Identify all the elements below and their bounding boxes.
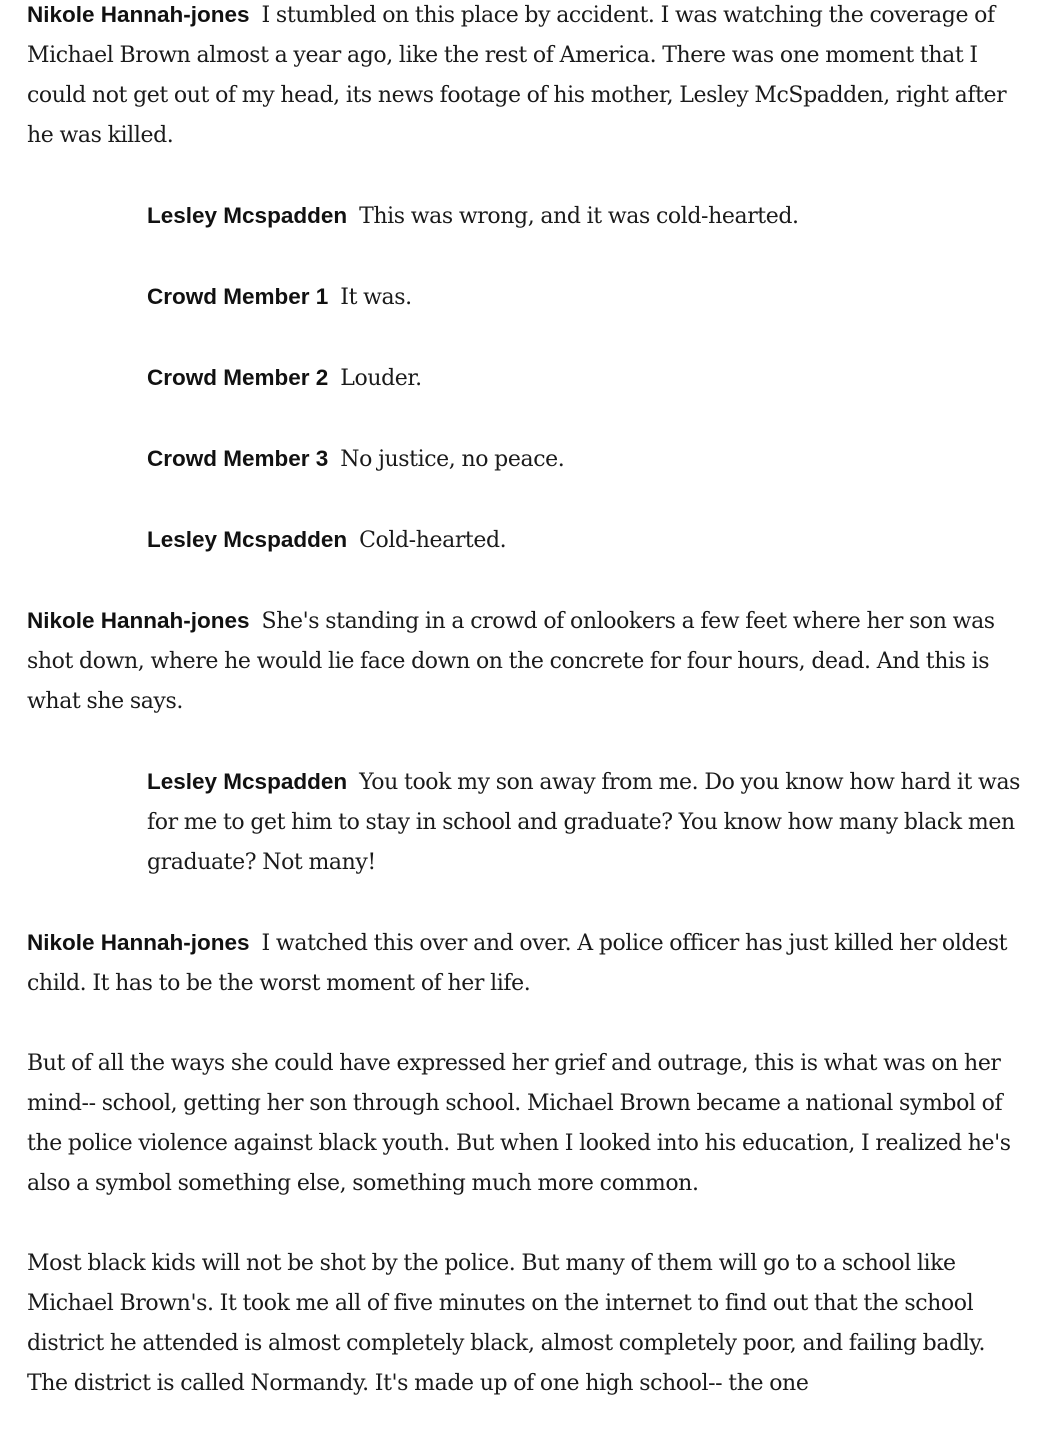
transcript-body xyxy=(27,0,1027,1444)
transcript-paragraph xyxy=(27,1044,1027,1204)
paragraph-text: I watched this over and over. A police officer has just killed her oldest child. It has to be the worst moment of her life. xyxy=(27,931,1008,996)
paragraph-text: I stumbled on this place by accident. I was watching the coverage of Michael Brown almost a year ago, like the rest of America. There was one moment that I could not get out of my head, its news footage of his mother, Lesley McSpadden, right after he was killed. xyxy=(27,3,1007,148)
paragraph-text: But of all the ways she could have expressed her grief and outrage, this is what was on her mind-- school, getting her son through school. Michael Brown became a national symbol of the police violence against black youth. But when I looked into his education, I realized he's also a symbol something else, something much more common. xyxy=(27,1051,1011,1196)
transcript-paragraph-quote xyxy=(147,762,1027,883)
speaker-name: Lesley Mcspadden xyxy=(147,769,348,794)
transcript-paragraph-quote xyxy=(147,196,1027,237)
transcript-paragraph xyxy=(27,0,1027,156)
transcript-paragraph-quote xyxy=(147,439,1027,480)
speaker-name: Crowd Member 3 xyxy=(147,446,329,471)
paragraph-text: Cold-hearted. xyxy=(359,528,507,553)
speaker-name: Nikole Hannah-jones xyxy=(27,930,250,955)
paragraph-text: You took my son away from me. Do you know how hard it was for me to get him to stay in school and graduate? You know how many black men graduate? Not many! xyxy=(147,770,1021,875)
speaker-name: Nikole Hannah-jones xyxy=(27,608,250,633)
transcript-paragraph-quote xyxy=(147,520,1027,561)
speaker-name: Crowd Member 2 xyxy=(147,365,329,390)
transcript-paragraph xyxy=(27,601,1027,722)
transcript-paragraph-quote xyxy=(147,277,1027,318)
paragraph-text: No justice, no peace. xyxy=(340,447,565,472)
transcript-paragraph xyxy=(27,1244,1027,1404)
speaker-name: Crowd Member 1 xyxy=(147,284,329,309)
speaker-name: Lesley Mcspadden xyxy=(147,527,348,552)
paragraph-text: Most black kids will not be shot by the police. But many of them will go to a school like Michael Brown's. It took me all of five minutes on the internet to find out that the school district he attended is almost completely black, almost completely poor, and failing badly. The district is called Normandy. It's made up of one high school-- the one xyxy=(27,1251,986,1396)
paragraph-text: It was. xyxy=(340,285,412,310)
paragraph-text: This was wrong, and it was cold-hearted. xyxy=(359,204,799,229)
transcript-paragraph-quote xyxy=(147,358,1027,399)
speaker-name: Lesley Mcspadden xyxy=(147,203,348,228)
paragraph-text: She's standing in a crowd of onlookers a few feet where her son was shot down, where he would lie face down on the concrete for four hours, dead. And this is what she says. xyxy=(27,609,995,714)
transcript-paragraph xyxy=(27,923,1027,1004)
speaker-name: Nikole Hannah-jones xyxy=(27,2,250,27)
paragraph-text: Louder. xyxy=(340,366,422,391)
